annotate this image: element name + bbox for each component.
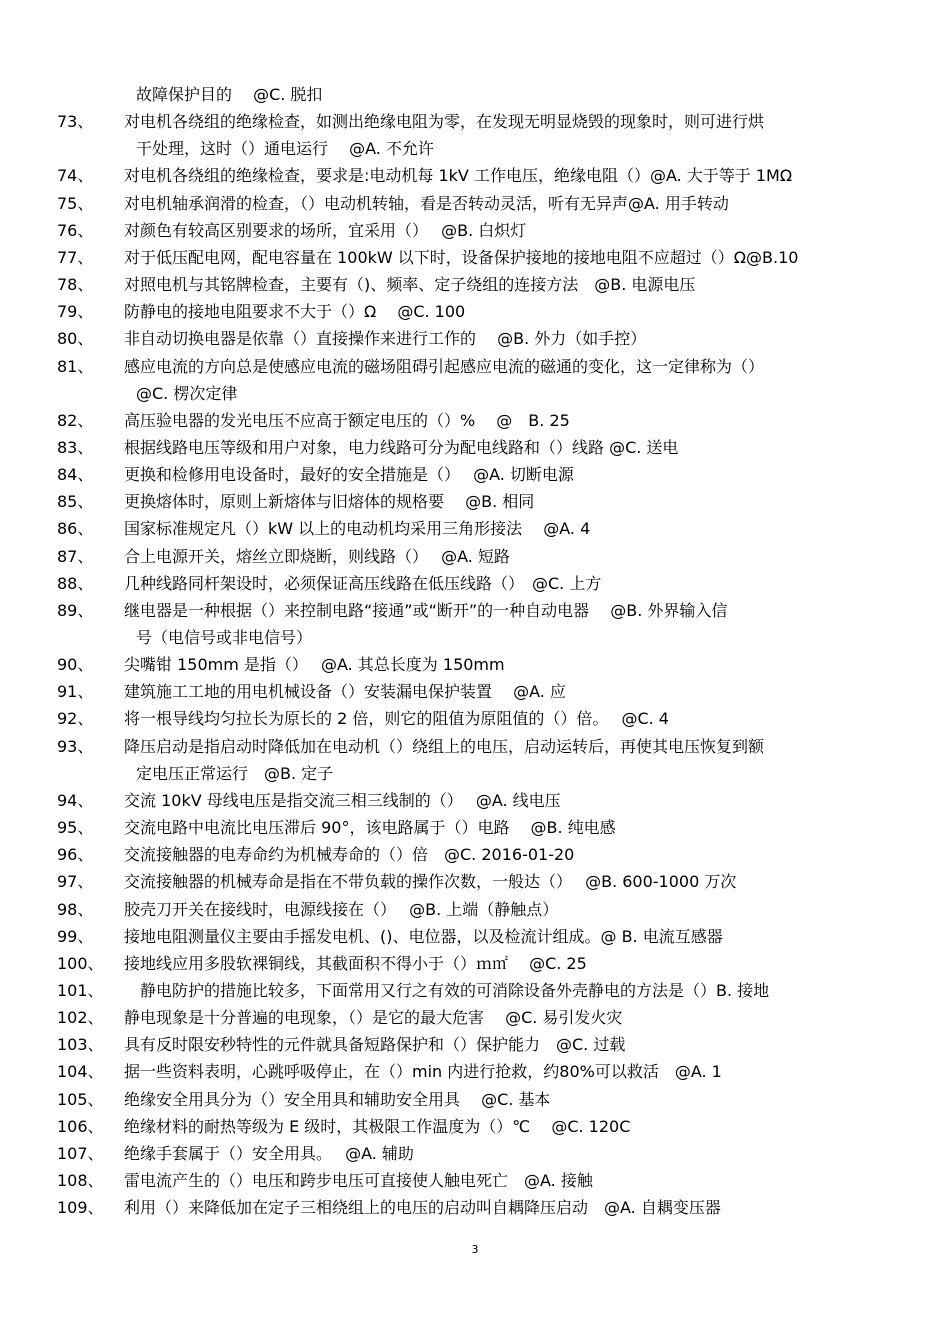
- question-number: 92、: [57, 709, 94, 729]
- question-text: 绝缘手套属于（）安全用具。 @A. 辅助: [124, 1143, 414, 1163]
- question-number: 104、: [57, 1062, 104, 1082]
- question-line: [0, 434, 950, 461]
- question-number: 86、: [57, 519, 94, 539]
- question-number: 96、: [57, 845, 94, 865]
- question-number: 85、: [57, 492, 94, 512]
- page-number: 3: [471, 1243, 479, 1256]
- question-text: 根据线路电压等级和用户对象，电力线路可分为配电线路和（）线路 @C. 送电: [124, 437, 679, 457]
- question-line: [0, 1086, 950, 1113]
- question-line: [0, 461, 950, 488]
- question-number: 75、: [57, 193, 94, 213]
- question-number: 89、: [57, 600, 94, 620]
- question-line: [0, 977, 950, 1004]
- question-line: [0, 407, 950, 434]
- question-number: 107、: [57, 1143, 104, 1163]
- question-line: [0, 678, 950, 705]
- question-number: 87、: [57, 546, 94, 566]
- question-text: 对照电机与其铭牌检查，主要有（)、频率、定子绕组的连接方法 @B. 电源电压: [124, 275, 696, 295]
- question-continuation-line: [0, 624, 950, 651]
- question-line: [0, 1058, 950, 1085]
- question-number: 95、: [57, 818, 94, 838]
- question-text: 据一些资料表明，心跳呼吸停止，在（）min 内进行抢救，约80%可以救活 @A. 1: [124, 1062, 722, 1082]
- question-continuation-line: [0, 81, 950, 108]
- question-number: 82、: [57, 410, 94, 430]
- question-line: [0, 325, 950, 352]
- question-line: [0, 1004, 950, 1031]
- question-text: 国家标准规定凡（）kW 以上的电动机均采用三角形接法 @A. 4: [124, 519, 591, 539]
- question-number: 91、: [57, 682, 94, 702]
- question-text: 对颜色有较高区别要求的场所，宜采用（） @B. 白炽灯: [124, 220, 527, 240]
- question-text: 具有反时限安秒特性的元件就具备短路保护和（）保护能力 @C. 过载: [124, 1035, 626, 1055]
- question-text: 感应电流的方向总是使感应电流的磁场阻碍引起感应电流的磁通的变化，这一定律称为（）: [124, 356, 765, 376]
- question-text: 继电器是一种根据（）来控制电路“接通”或“断开”的一种自动电器 @B. 外界输入信: [124, 600, 728, 620]
- question-number: 102、: [57, 1008, 104, 1028]
- question-text: 接地电阻测量仪主要由手摇发电机、()、电位器，以及检流计组成。@ B. 电流互感器: [124, 926, 723, 946]
- question-number: 79、: [57, 302, 94, 322]
- question-text: 防静电的接地电阻要求不大于（）Ω @C. 100: [124, 302, 466, 322]
- question-continuation-line: [0, 135, 950, 162]
- question-number: 98、: [57, 899, 94, 919]
- question-text: 雷电流产生的（）电压和跨步电压可直接使人触电死亡 @A. 接触: [124, 1171, 593, 1190]
- question-line: [0, 190, 950, 217]
- question-line: [0, 515, 950, 542]
- question-number: 93、: [57, 736, 94, 756]
- question-number: 99、: [57, 926, 94, 946]
- question-line: [0, 298, 950, 325]
- question-line: [0, 705, 950, 732]
- question-number: 77、: [57, 247, 94, 267]
- question-text: 静电防护的措施比较多，下面常用又行之有效的可消除设备外壳静电的方法是（）B. 接地: [124, 980, 770, 1000]
- question-number: 73、: [57, 112, 94, 132]
- question-line: [0, 896, 950, 923]
- question-text: 静电现象是十分普遍的电现象，（）是它的最大危害 @C. 易引发火灾: [124, 1008, 623, 1028]
- question-text: 号（电信号或非电信号）: [136, 628, 313, 647]
- question-text: @C. 楞次定律: [136, 383, 238, 403]
- question-line: [0, 1140, 950, 1167]
- question-line: [0, 950, 950, 977]
- question-text: 高压验电器的发光电压不应高于额定电压的（）% @ B. 25: [124, 410, 570, 430]
- question-continuation-line: [0, 380, 950, 407]
- question-line: [0, 353, 950, 380]
- question-text: 绝缘材料的耐热等级为 E 级时，其极限工作温度为（）℃ @C. 120C: [124, 1116, 631, 1136]
- question-text: 干处理，这时（）通电运行 @A. 不允许: [136, 139, 434, 159]
- question-number: 84、: [57, 465, 94, 485]
- question-number: 81、: [57, 356, 94, 376]
- question-line: [0, 244, 950, 271]
- question-line: [0, 271, 950, 298]
- question-text: 尖嘴钳 150mm 是指（） @A. 其总长度为 150mm: [124, 655, 505, 675]
- question-text: 将一根导线均匀拉长为原长的 2 倍，则它的阻值为原阻值的（）倍。 @C. 4: [124, 709, 669, 729]
- question-number: 74、: [57, 166, 94, 186]
- question-text: 更换和检修用电设备时，最好的安全措施是（） @A. 切断电源: [124, 465, 574, 485]
- question-line: [0, 162, 950, 189]
- question-number: 88、: [57, 573, 94, 593]
- question-text: 对于低压配电网，配电容量在 100kW 以下时，设备保护接地的接地电阻不应超过（）Ω@B.10: [124, 247, 799, 267]
- question-text: 非自动切换电器是依靠（）直接操作来进行工作的 @B. 外力（如手控）: [124, 329, 647, 349]
- question-text: 对电机各绕组的绝缘检查，如测出绝缘电阻为零，在发现无明显烧毁的现象时，则可进行烘: [124, 112, 765, 132]
- question-line: [0, 923, 950, 950]
- question-text: 交流接触器的电寿命约为机械寿命的（）倍 @C. 2016-01-20: [124, 845, 575, 865]
- question-number: 90、: [57, 655, 94, 675]
- question-number: 101、: [57, 980, 104, 1000]
- question-number: 78、: [57, 275, 94, 295]
- question-line: [0, 597, 950, 624]
- question-number: 97、: [57, 872, 94, 892]
- question-number: 83、: [57, 437, 94, 457]
- question-text: 故障保护目的 @C. 脱扣: [136, 85, 323, 104]
- question-text: 几种线路同杆架设时，必须保证高压线路在低压线路（） @C. 上方: [124, 573, 602, 593]
- question-line: [0, 488, 950, 515]
- question-continuation-line: [0, 760, 950, 787]
- question-line: [0, 570, 950, 597]
- question-text: 定电压正常运行 @B. 定子: [136, 763, 334, 783]
- question-line: [0, 543, 950, 570]
- question-line: [0, 651, 950, 678]
- question-text: 降压启动是指启动时降低加在电动机（）绕组上的电压，启动运转后，再使其电压恢复到额: [124, 736, 765, 756]
- question-line: [0, 814, 950, 841]
- question-text: 合上电源开关，熔丝立即烧断，则线路（） @A. 短路: [124, 546, 510, 566]
- question-number: 100、: [57, 953, 104, 973]
- question-line: [0, 841, 950, 868]
- question-line: [0, 1194, 950, 1221]
- question-text: 绝缘安全用具分为（）安全用具和辅助安全用具 @C. 基本: [124, 1089, 551, 1109]
- question-line: [0, 1167, 950, 1194]
- question-text: 交流接触器的机械寿命是指在不带负载的操作次数，一般达（） @B. 600-1000 万次: [124, 872, 737, 892]
- question-text: 接地线应用多股软裸铜线，其截面积不得小于（）ｍ㎡ @C. 25: [124, 953, 587, 973]
- question-number: 109、: [57, 1198, 104, 1218]
- question-line: [0, 733, 950, 760]
- question-text: 更换熔体时，原则上新熔体与旧熔体的规格要 @B. 相同: [124, 492, 535, 512]
- question-number: 103、: [57, 1035, 104, 1055]
- question-number: 76、: [57, 220, 94, 240]
- question-number: 108、: [57, 1171, 104, 1190]
- question-text: 对电机轴承润滑的检查，（）电动机转轴，看是否转动灵活，听有无异声@A. 用手转动: [124, 193, 729, 213]
- question-line: [0, 868, 950, 895]
- question-number: 105、: [57, 1089, 104, 1109]
- question-number: 80、: [57, 329, 94, 349]
- question-line: [0, 787, 950, 814]
- question-number: 94、: [57, 790, 94, 810]
- question-text: 交流电路中电流比电压滞后 90°，该电路属于（）电路 @B. 纯电感: [124, 818, 616, 838]
- question-line: [0, 1113, 950, 1140]
- question-line: [0, 217, 950, 244]
- question-text: 对电机各绕组的绝缘检查，要求是:电动机每 1kV 工作电压，绝缘电阻（）@A. 大于等于 1MΩ: [124, 166, 793, 186]
- question-line: [0, 108, 950, 135]
- question-line: [0, 1031, 950, 1058]
- question-text: 胶壳刀开关在接线时，电源线接在（） @B. 上端（静触点）: [124, 899, 559, 919]
- question-number: 106、: [57, 1116, 104, 1136]
- question-text: 建筑施工工地的用电机械设备（）安装漏电保护装置 @A. 应: [124, 682, 566, 702]
- question-text: 交流 10kV 母线电压是指交流三相三线制的（） @A. 线电压: [124, 790, 561, 810]
- question-text: 利用（）来降低加在定子三相绕组上的电压的启动叫自耦降压启动 @A. 自耦变压器: [124, 1198, 721, 1218]
